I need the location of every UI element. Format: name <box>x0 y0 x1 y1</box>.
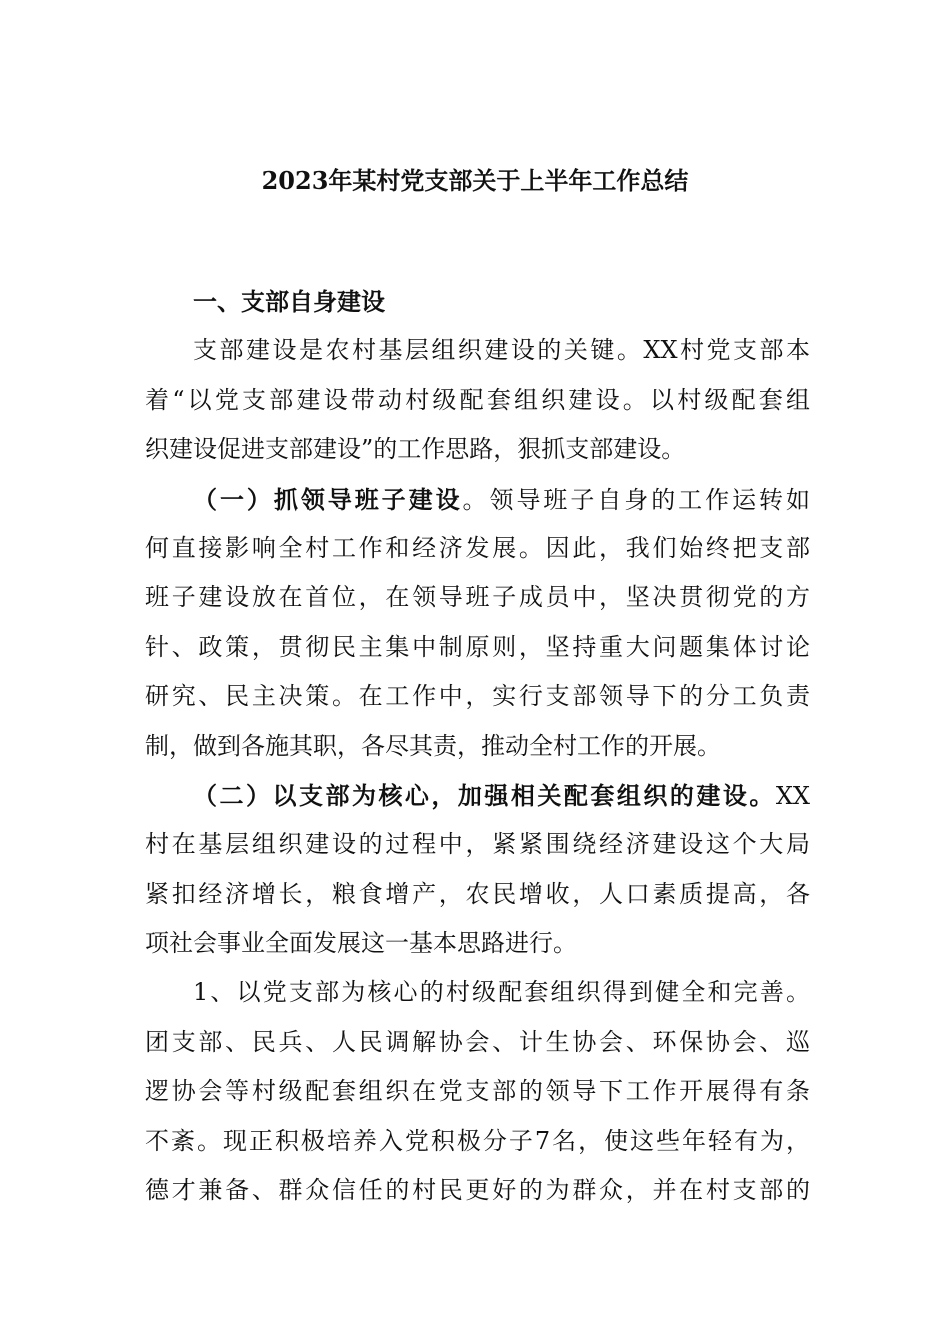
text-line <box>145 1067 810 1116</box>
text-segment: 项社会事业全面发展这一基本思路进行。 <box>145 929 577 958</box>
text-line <box>145 277 810 326</box>
text-segment: 。领导班子自身的工作运转如 <box>462 485 811 514</box>
text-line <box>145 326 810 375</box>
text-segment: 1、以党支部为核心的村级配套组织得到健全和完善。 <box>193 978 810 1007</box>
text-segment: XX <box>775 781 810 810</box>
text-line <box>145 1117 810 1166</box>
text-segment: 团支部、民兵、人民调解协会、计生协会、环保协会、巡 <box>145 1027 810 1056</box>
document-body <box>145 277 810 1215</box>
text-line <box>145 425 810 474</box>
text-line <box>145 870 810 919</box>
text-segment: 着“以党支部建设带动村级配套组织建设。以村级配套组 <box>145 385 810 414</box>
document-title: 2023年某村党支部关于上半年工作总结 <box>261 166 689 195</box>
bold-text-segment: （二）以支部为核心，加强相关配套组织的建设。 <box>193 780 776 810</box>
text-line <box>145 524 810 573</box>
text-segment: 不紊。现正积极培养入党积极分子7名，使这些年轻有为， <box>145 1126 810 1155</box>
text-segment: 德才兼备、群众信任的村民更好的为群众，并在村支部的 <box>145 1176 810 1205</box>
text-line <box>145 573 810 622</box>
text-line <box>145 919 810 968</box>
text-line <box>145 820 810 869</box>
text-segment: 紧扣经济增长，粮食增产，农民增收，人口素质提高，各 <box>145 879 810 908</box>
text-line <box>145 1018 810 1067</box>
bold-text-segment: 一、支部自身建设 <box>193 287 385 316</box>
text-segment: 针、政策，贯彻民主集中制原则，坚持重大问题集体讨论 <box>145 632 810 661</box>
text-segment: 何直接影响全村工作和经济发展。因此，我们始终把支部 <box>145 533 810 562</box>
text-line <box>145 1166 810 1215</box>
text-line <box>145 376 810 425</box>
text-segment: 制，做到各施其职，各尽其责，推动全村工作的开展。 <box>145 731 721 760</box>
text-segment: 村在基层组织建设的过程中，紧紧围绕经济建设这个大局 <box>145 830 810 859</box>
bold-text-segment: （一）抓领导班子建设 <box>193 484 463 514</box>
text-segment: 支部建设是农村基层组织建设的关键。XX村党支部本 <box>193 336 810 365</box>
text-line <box>145 968 810 1017</box>
text-segment: 研究、民主决策。在工作中，实行支部领导下的分工负责 <box>145 682 810 711</box>
text-line <box>145 771 810 820</box>
text-line <box>145 672 810 721</box>
text-line <box>145 722 810 771</box>
text-segment: 织建设促进支部建设”的工作思路，狠抓支部建设。 <box>145 435 686 464</box>
text-line <box>145 623 810 672</box>
text-segment: 班子建设放在首位，在领导班子成员中，坚决贯彻党的方 <box>145 583 810 612</box>
text-line <box>145 475 810 524</box>
text-segment: 逻协会等村级配套组织在党支部的领导下工作开展得有条 <box>145 1077 810 1106</box>
